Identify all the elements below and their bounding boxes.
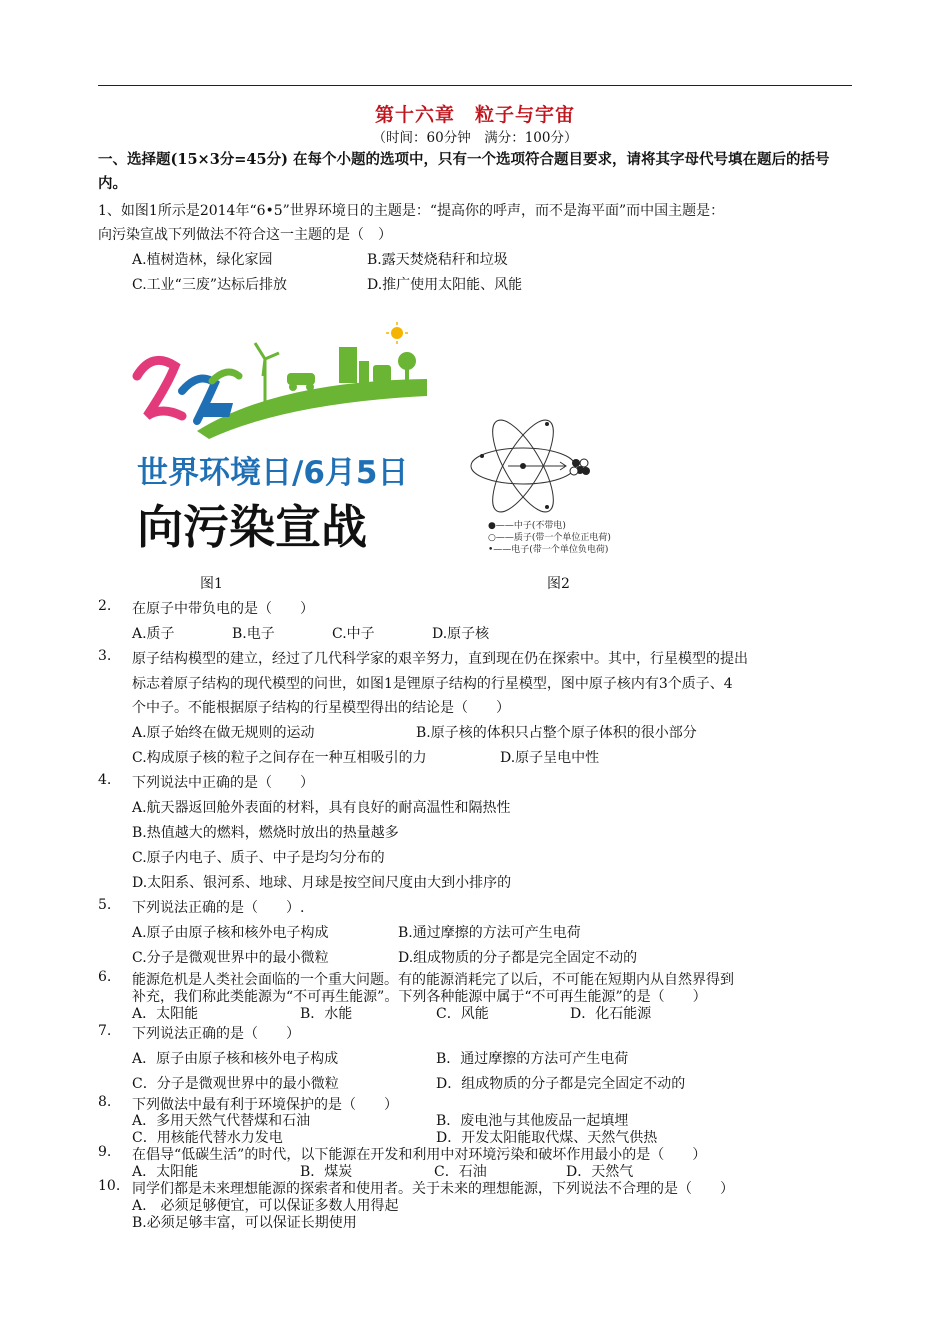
q8-option-a: A．多用天然气代替煤和石油 [132, 1113, 311, 1129]
q6-stem-line2: 补充，我们称此类能源为“不可再生能源”。下列各种能源中属于“不可再生能源”的是（ ） [132, 989, 707, 1005]
q8-option-c: C．用核能代替水力发电 [132, 1130, 283, 1146]
q4-option-b: B.热值越大的燃料，燃烧时放出的热量越多 [132, 825, 399, 841]
q5-stem: 下列说法正确的是（ ）. [132, 900, 305, 916]
q6-option-c: C．风能 [436, 1006, 489, 1022]
q4-option-a: A.航天器返回舱外表面的材料，具有良好的耐高温性和隔热性 [132, 800, 511, 816]
q6-stem-line1: 能源危机是人类社会面临的一个重大问题。有的能源消耗完了以后，不可能在短期内从自然界得到 [132, 972, 734, 988]
legend-proton: ○——质子(带一个单位正电荷) [488, 533, 611, 543]
q3-number: 3. [98, 648, 112, 664]
figure-1-caption: 图1 [200, 576, 223, 592]
q5-option-a: A.原子由原子核和核外电子构成 [132, 925, 329, 941]
q4-stem: 下列说法中正确的是（ ） [132, 775, 314, 791]
q3-stem-line3: 个中子。不能根据原子结构的行星模型得出的结论是（ ） [132, 700, 510, 716]
q9-option-a: A．太阳能 [132, 1164, 199, 1180]
q8-number: 8. [98, 1094, 112, 1110]
q6-number: 6. [98, 969, 112, 985]
q7-stem: 下列说法正确的是（ ） [132, 1026, 300, 1042]
q7-option-d: D．组成物质的分子都是完全固定不动的 [436, 1076, 686, 1092]
q9-option-c: C．石油 [434, 1164, 487, 1180]
q8-option-b: B．废电池与其他废品一起填埋 [436, 1113, 629, 1129]
q5-option-c: C.分子是微观世界中的最小微粒 [132, 950, 329, 966]
q8-stem: 下列做法中最有利于环境保护的是（ ） [132, 1097, 398, 1113]
q10-stem: 同学们都是未来理想能源的探索者和使用者。关于未来的理想能源，下列说法不合理的是（ ） [132, 1181, 734, 1197]
q2-option-d: D.原子核 [432, 626, 490, 642]
legend-neutron: ●——中子(不带电) [488, 521, 566, 531]
q4-number: 4. [98, 772, 112, 788]
q10-number: 10. [98, 1178, 121, 1194]
q5-option-b: B.通过摩擦的方法可产生电荷 [398, 925, 581, 941]
q2-option-b: B.电子 [232, 626, 275, 642]
q3-option-d: D.原子呈电中性 [500, 750, 600, 766]
q4-option-c: C.原子内电子、质子、中子是均匀分布的 [132, 850, 385, 866]
q1-option-a: A.植树造林，绿化家园 [132, 252, 273, 268]
q2-number: 2. [98, 598, 112, 614]
exam-info: （时间：60分钟 满分：100分） [372, 130, 578, 146]
poster-line1: 世界环境日/6月5日 [137, 455, 409, 491]
q1-option-d: D.推广使用太阳能、风能 [367, 277, 523, 293]
q2-option-c: C.中子 [332, 626, 375, 642]
q1-option-c: C.工业“三废”达标后排放 [132, 277, 287, 293]
q1-stem-line1: 1、如图1所示是2014年“6•5”世界环境日的主题是：“提高你的呼声，而不是海平面”而中国主题是： [98, 203, 725, 219]
q7-option-a: A．原子由原子核和核外电子构成 [132, 1051, 339, 1067]
q3-stem-line1: 原子结构模型的建立，经过了几代科学家的艰辛努力，直到现在仍在探索中。其中，行星模型的提出 [132, 651, 748, 667]
q9-option-d: D．天然气 [566, 1164, 634, 1180]
q10-option-b: B.必须足够丰富，可以保证长期使用 [132, 1215, 357, 1231]
section-heading: 一、选择题(15×3分=45分) 在每个小题的选项中，只有一个选项符合题目要求，请将其字母代号填在题后的括号内。 [98, 151, 830, 192]
q1-option-b: B.露天焚烧秸秆和垃圾 [367, 252, 508, 268]
q3-option-a: A.原子始终在做无规则的运动 [132, 725, 315, 741]
figure-2-atom [468, 410, 598, 518]
q9-number: 9. [98, 1144, 112, 1160]
figure-1-poster [127, 321, 443, 557]
q7-option-b: B．通过摩擦的方法可产生电荷 [436, 1051, 629, 1067]
q4-option-d: D.太阳系、银河系、地球、月球是按空间尺度由大到小排序的 [132, 875, 512, 891]
q2-option-a: A.质子 [132, 626, 175, 642]
q7-option-c: C．分子是微观世界中的最小微粒 [132, 1076, 339, 1092]
q3-stem-line2: 标志着原子结构的现代模型的问世，如图1是锂原子结构的行星模型，图中原子核内有3个质子、4 [132, 676, 733, 692]
legend-electron: •——电子(带一个单位负电荷) [488, 545, 609, 555]
q3-option-c: C.构成原子核的粒子之间存在一种互相吸引的力 [132, 750, 427, 766]
top-rule [98, 85, 852, 86]
q9-option-b: B．煤炭 [300, 1164, 353, 1180]
q5-number: 5. [98, 897, 112, 913]
q6-option-b: B．水能 [300, 1006, 353, 1022]
q6-option-d: D．化石能源 [570, 1006, 652, 1022]
chapter-title: 第十六章 粒子与宇宙 [374, 104, 575, 126]
figure-2-caption: 图2 [547, 576, 570, 592]
q3-option-b: B.原子核的体积只占整个原子体积的很小部分 [416, 725, 697, 741]
q9-stem: 在倡导“低碳生活”的时代，以下能源在开发和利用中对环境污染和破坏作用最小的是（ ） [132, 1147, 707, 1163]
q8-option-d: D．开发太阳能取代煤、天然气供热 [436, 1130, 658, 1146]
poster-line2: 向污染宣战 [137, 500, 367, 554]
q7-number: 7. [98, 1023, 112, 1039]
q10-option-a: A. 必须足够便宜，可以保证多数人用得起 [132, 1198, 399, 1214]
q6-option-a: A．太阳能 [132, 1006, 199, 1022]
q1-stem-line2: 向污染宣战下列做法不符合这一主题的是（ ） [98, 227, 392, 243]
q5-option-d: D.组成物质的分子都是完全固定不动的 [398, 950, 638, 966]
q2-stem: 在原子中带负电的是（ ） [132, 601, 314, 617]
